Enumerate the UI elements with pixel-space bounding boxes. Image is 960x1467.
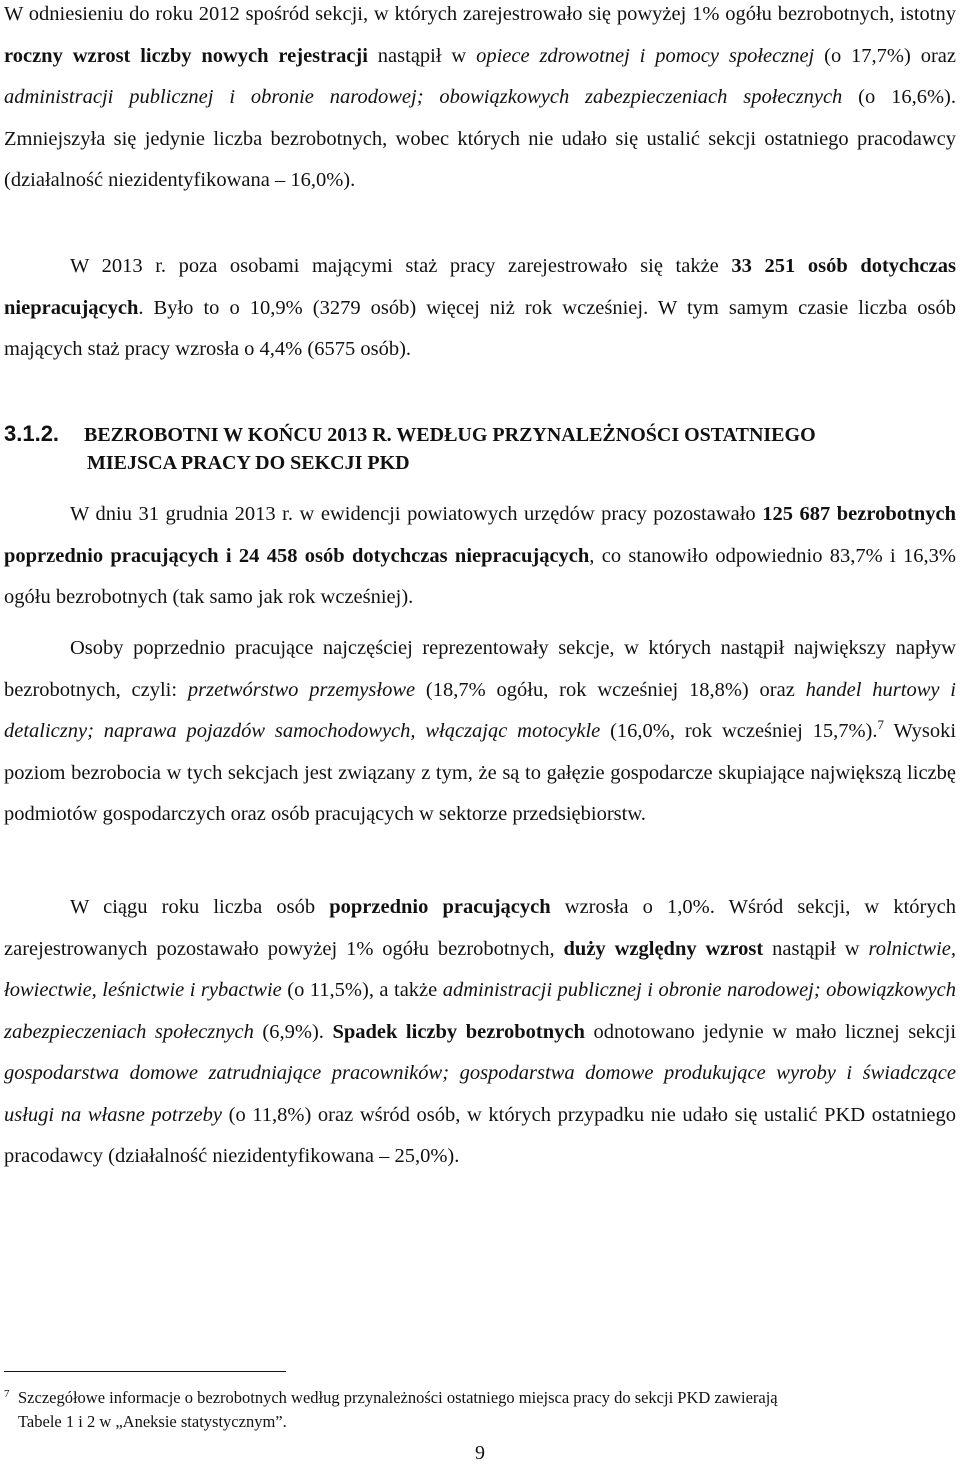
text-run: odnotowano jedynie w mało licznej sekcji: [584, 1020, 957, 1043]
text-run: (o 11,5%), a także: [281, 979, 443, 1001]
italic-phrase: administracji publicznej i obronie narodowej; obowiązkowych zabezpieczeniach społecznych: [4, 86, 843, 108]
footnote-reference: 7: [877, 717, 885, 732]
bold-phrase: poprzednio pracujących: [329, 896, 551, 918]
page-number: 9: [475, 1442, 485, 1464]
text-run: W odniesieniu do roku 2012 spośród sekcji, w których zarejestrowało się powyżej 1% ogółu bezrobotnych, istotny: [4, 3, 956, 25]
footnote-text-line1: Szczegółowe informacje o bezrobotnych według przynależności ostatniego miejsca pracy do sekcji PKD zawierają: [18, 1388, 778, 1407]
text-run: (o 16,6%). Zmniejszyła się jedynie liczba bezrobotnych, wobec których nie udało się ustalić sekcji ostatniego pracodawcy (działalność niezidentyfikowana – 16,0%).: [4, 86, 957, 191]
text-run: (6,9%).: [253, 1020, 333, 1043]
italic-phrase: gospodarstwa domowe zatrudniające pracowników; gospodarstwa domowe produkujące wyroby i świadczące usługi na własne potrzeby: [4, 1062, 956, 1126]
italic-phrase: przetwórstwo przemysłowe: [187, 678, 416, 701]
italic-phrase: handel hurtowy i detaliczny; naprawa pojazdów samochodowych, włączając motocykle: [4, 678, 957, 742]
footnote-separator: [4, 1371, 286, 1372]
text-run: , co stanowiło odpowiednio 83,7% i 16,3% ogółu bezrobotnych (tak samo jak rok wcześniej).: [4, 544, 956, 608]
bold-phrase: 125 687 bezrobotnych poprzednio pracujących i 24 458 osób dotychczas niepracujących: [4, 503, 956, 567]
bold-phrase: Spadek liczby bezrobotnych: [332, 1020, 585, 1043]
footnote-number: 7: [4, 1388, 10, 1400]
section-title-line1: BEZROBOTNI W KOŃCU 2013 R. WEDŁUG PRZYNALEŻNOŚCI OSTATNIEGO: [84, 424, 816, 446]
italic-phrase: rolnictwie, łowiectwie, leśnictwie i rybactwie: [4, 937, 957, 1001]
text-run: Wysoki poziom bezrobocia w tych sekcjach jest związany z tym, że są to gałęzie gospodarcze skupiające największą liczbę podmiotów gospodarczych oraz osób pracujących w sektorze przedsiębiorstw.: [4, 720, 957, 825]
text-run: (16,0%, rok wcześniej 15,7%).: [600, 720, 878, 742]
text-run: W ciągu roku liczba osób: [70, 896, 330, 918]
text-run: W 2013 r. poza osobami mającymi staż pracy zarejestrowało się także: [70, 255, 732, 277]
italic-phrase: opiece zdrowotnej i pomocy społecznej: [476, 44, 815, 67]
text-run: wzrosła o 1,0%. Wśród sekcji, w których zarejestrowanych pozostawało powyżej 1% ogółu bezrobotnych,: [4, 896, 956, 960]
section-title-line2: MIEJSCA PRACY DO SEKCJI PKD: [87, 452, 410, 474]
footnote-text-line2: Tabele 1 i 2 w „Aneksie statystycznym”.: [18, 1412, 287, 1431]
bold-phrase: duży względny wzrost: [563, 937, 764, 960]
paragraph-sections-most-represented: [4, 628, 956, 836]
footnote: [4, 1382, 956, 1434]
paragraph-new-entrants-2013: [4, 246, 956, 371]
bold-phrase: 33 251 osób dotychczas niepracujących: [4, 255, 956, 319]
text-run: (o 11,8%) oraz wśród osób, w których przypadku nie udało się ustalić PKD ostatniego pracodawcy (działalność niezidentyfikowana – 25,0%).: [4, 1103, 956, 1167]
text-run: (18,7% ogółu, rok wcześniej 18,8%) oraz: [415, 678, 806, 701]
bold-phrase: roczny wzrost liczby nowych rejestracji: [4, 44, 368, 67]
paragraph-registrations-2012: [4, 0, 956, 202]
section-heading: [4, 420, 956, 477]
text-run: (o 17,7%) oraz: [814, 44, 956, 67]
paragraph-changes-during-year: [4, 887, 956, 1178]
section-number: 3.1.2.: [4, 421, 60, 446]
text-run: Osoby poprzednio pracujące najczęściej reprezentowały sekcje, w których nastąpił największy napływ bezrobotnych, czyli:: [4, 637, 956, 701]
text-run: nastąpił w: [763, 937, 869, 960]
italic-phrase: administracji publicznej i obronie narodowej; obowiązkowych zabezpieczeniach społecznych: [4, 979, 956, 1043]
text-run: nastąpił w: [367, 44, 477, 67]
text-run: W dniu 31 grudnia 2013 r. w ewidencji powiatowych urzędów pracy pozostawało: [70, 503, 763, 525]
paragraph-end-of-year-stock: [4, 494, 956, 619]
text-run: . Było to o 10,9% (3279 osób) więcej niż rok wcześniej. W tym samym czasie liczba osób mających staż pracy wzrosła o 4,4% (6575 osób).: [4, 296, 956, 360]
